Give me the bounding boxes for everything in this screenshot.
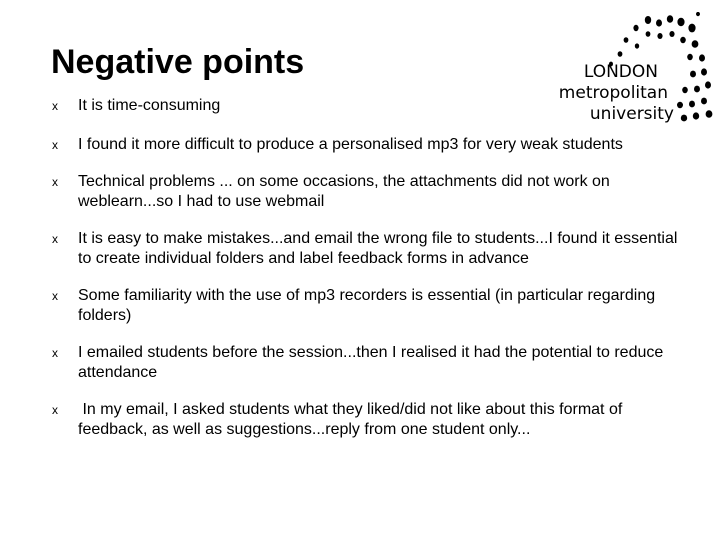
- logo-text-metropolitan: metropolitan: [558, 83, 668, 103]
- bullet-x-icon: x: [52, 403, 58, 417]
- bullet-x-icon: x: [52, 99, 58, 113]
- logo-text-university: university: [589, 104, 674, 124]
- bullet-x-icon: x: [52, 346, 58, 360]
- bullet-text: Technical problems ... on some occasions, the attachments did not work on weblearn...so I had to use webmail: [78, 173, 610, 210]
- list-item: [51, 343, 691, 383]
- bullet-text: It is time-consuming: [78, 97, 221, 114]
- bullet-x-icon: x: [52, 175, 58, 189]
- list-item: [51, 286, 691, 326]
- bullet-text: I emailed students before the session...then I realised it had the potential to reduce attendance: [78, 344, 664, 381]
- bullet-x-icon: x: [52, 138, 58, 152]
- slide-title: Negative points: [51, 43, 305, 81]
- bullet-x-icon: x: [52, 232, 58, 246]
- bullet-text: In my email, I asked students what they liked/did not like about this format of feedback, as well as suggestions...reply from one student only...: [78, 401, 627, 438]
- logo-text-london: LONDON: [583, 62, 658, 82]
- bullet-x-icon: x: [52, 289, 58, 303]
- bullet-text: It is easy to make mistakes...and email the wrong file to students...I found it essential to create individual folders and label feedback forms in advance: [78, 230, 678, 267]
- list-item: [51, 96, 691, 116]
- list-item: [51, 172, 691, 212]
- list-item: [51, 400, 691, 440]
- list-item: [51, 229, 691, 269]
- bullet-text: I found it more difficult to produce a personalised mp3 for very weak students: [78, 136, 623, 153]
- bullet-text: Some familiarity with the use of mp3 recorders is essential (in particular regarding folders): [78, 287, 656, 324]
- bullet-list: [51, 96, 691, 457]
- list-item: [51, 135, 691, 155]
